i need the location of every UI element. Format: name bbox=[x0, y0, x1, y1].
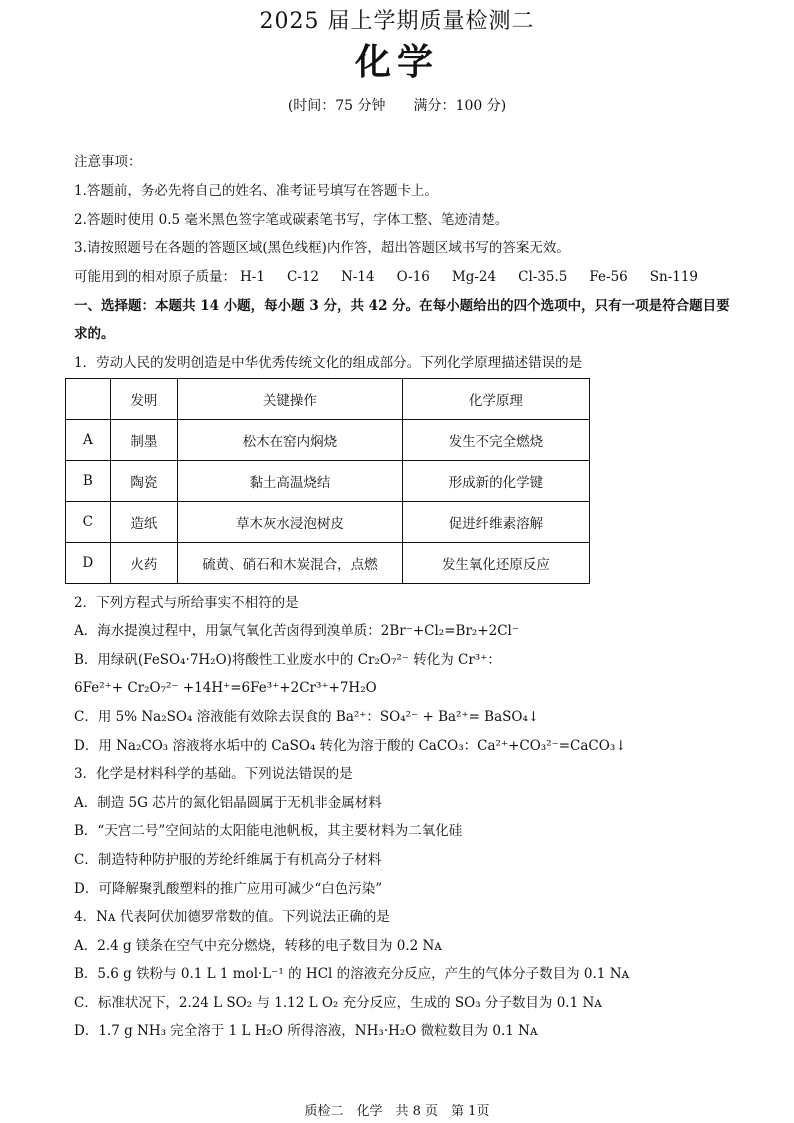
question-2-option-c: C．用 5% Na₂SO₄ 溶液能有效除去误食的 Ba²⁺：SO₄²⁻ + Ba²⁺= BaSO₄↓ bbox=[74, 709, 540, 725]
table-header-cell: 化学原理 bbox=[402, 379, 589, 420]
table-header-cell bbox=[66, 379, 111, 420]
table-header-cell: 关键操作 bbox=[178, 379, 403, 420]
question-3-option-c: C．制造特种防护服的芳纶纤维属于有机高分子材料 bbox=[74, 852, 382, 868]
table-row bbox=[66, 543, 590, 584]
table-row bbox=[66, 420, 590, 461]
mass-item: C-12 bbox=[286, 269, 320, 285]
section-heading-line1: 一、选择题：本题共 14 小题，每小题 3 分，共 42 分。在每小题给出的四个选项中，只有一项是符合题目要 bbox=[74, 298, 730, 314]
mass-item: Fe-56 bbox=[589, 269, 628, 285]
atomic-masses-label: 可能用到的相对原子质量： bbox=[74, 269, 236, 285]
mass-item: Mg-24 bbox=[451, 269, 497, 285]
table-cell: 松木在窑内焖烧 bbox=[178, 420, 403, 461]
table-cell: 发生氧化还原反应 bbox=[402, 543, 589, 584]
note-item-3: 3.请按照题号在各题的答题区域(黑色线框)内作答，超出答题区域书写的答案无效。 bbox=[74, 240, 570, 256]
table-row bbox=[66, 461, 590, 502]
question-4-option-c: C．标准状况下，2.24 L SO₂ 与 1.12 L O₂ 充分反应，生成的 SO₃ 分子数目为 0.1 Nᴀ bbox=[74, 995, 602, 1011]
question-4-option-d: D．1.7 g NH₃ 完全溶于 1 L H₂O 所得溶液，NH₃·H₂O 微粒数目为 0.1 Nᴀ bbox=[74, 1023, 538, 1039]
notes-heading: 注意事项： bbox=[74, 154, 142, 170]
question-3-option-a: A．制造 5G 芯片的氮化铝晶圆属于无机非金属材料 bbox=[74, 795, 382, 811]
table-cell: C bbox=[66, 502, 111, 543]
table-cell: 陶瓷 bbox=[110, 461, 177, 502]
question-4-option-a: A．2.4 g 镁条在空气中充分燃烧，转移的电子数目为 0.2 Nᴀ bbox=[74, 938, 442, 954]
table-cell: 造纸 bbox=[110, 502, 177, 543]
time-limit-line: (时间：75 分钟 满分：100 分) bbox=[287, 98, 507, 114]
question-2-option-a: A．海水提溴过程中，用氯气氧化苦卤得到溴单质：2Br⁻+Cl₂=Br₂+2Cl⁻ bbox=[74, 623, 519, 639]
table-cell: A bbox=[66, 420, 111, 461]
mass-item: Cl-35.5 bbox=[518, 269, 568, 285]
mass-item: O-16 bbox=[396, 269, 430, 285]
table-cell: D bbox=[66, 543, 111, 584]
table-cell: 促进纤维素溶解 bbox=[402, 502, 589, 543]
table-header-row bbox=[66, 379, 590, 420]
page-footer: 质检二 化学 共 8 页 第 1页 bbox=[304, 1104, 490, 1119]
atomic-masses-line bbox=[74, 268, 734, 286]
mass-item: Sn-119 bbox=[649, 269, 699, 285]
exam-title: 2025 届上学期质量检测二 bbox=[259, 9, 535, 34]
table-cell: 发生不完全燃烧 bbox=[402, 420, 589, 461]
question-4-option-b: B．5.6 g 铁粉与 0.1 L 1 mol·L⁻¹ 的 HCl 的溶液充分反应，产生的气体分子数目为 0.1 Nᴀ bbox=[74, 966, 630, 982]
table-cell: 草木灰水浸泡树皮 bbox=[178, 502, 403, 543]
table-header-cell: 发明 bbox=[110, 379, 177, 420]
question-1-stem: 1．劳动人民的发明创造是中华优秀传统文化的组成部分。下列化学原理描述错误的是 bbox=[74, 355, 583, 371]
mass-item: H-1 bbox=[240, 269, 265, 285]
question-3-stem: 3．化学是材料科学的基础。下列说法错误的是 bbox=[74, 766, 353, 782]
table-cell: 硫黄、硝石和木炭混合，点燃 bbox=[178, 543, 403, 584]
question-3-option-b: B．“天宫二号”空间站的太阳能电池帆板，其主要材料为二氧化硅 bbox=[74, 823, 463, 839]
note-item-2: 2.答题时使用 0.5 毫米黑色签字笔或碳素笔书写，字体工整、笔迹清楚。 bbox=[74, 212, 509, 228]
table-cell: 黏土高温烧结 bbox=[178, 461, 403, 502]
question-2-option-d: D．用 Na₂CO₃ 溶液将水垢中的 CaSO₄ 转化为溶于酸的 CaCO₃：Ca²⁺+CO₃²⁻=CaCO₃↓ bbox=[74, 738, 627, 754]
section-heading-line2: 求的。 bbox=[74, 326, 115, 342]
table-cell: 制墨 bbox=[110, 420, 177, 461]
table-cell: 形成新的化学键 bbox=[402, 461, 589, 502]
question-3-option-d: D．可降解聚乳酸塑料的推广应用可减少“白色污染” bbox=[74, 881, 383, 897]
question-2-option-b: B．用绿矾(FeSO₄·7H₂O)将酸性工业废水中的 Cr₂O₇²⁻ 转化为 Cr³⁺： bbox=[74, 652, 501, 668]
question-2-option-b-equation: 6Fe²⁺+ Cr₂O₇²⁻ +14H⁺=6Fe³⁺+2Cr³⁺+7H₂O bbox=[74, 680, 377, 696]
subject-title: 化学 bbox=[354, 41, 439, 83]
question-2-stem: 2．下列方程式与所给事实不相符的是 bbox=[74, 595, 299, 611]
table-cell: B bbox=[66, 461, 111, 502]
question-1-table bbox=[65, 378, 590, 584]
mass-item: N-14 bbox=[341, 269, 375, 285]
table-row bbox=[66, 502, 590, 543]
note-item-1: 1.答题前，务必先将自己的姓名、准考证号填写在答题卡上。 bbox=[74, 183, 438, 199]
question-4-stem: 4．Nᴀ 代表阿伏加德罗常数的值。下列说法正确的是 bbox=[74, 909, 390, 925]
table-cell: 火药 bbox=[110, 543, 177, 584]
